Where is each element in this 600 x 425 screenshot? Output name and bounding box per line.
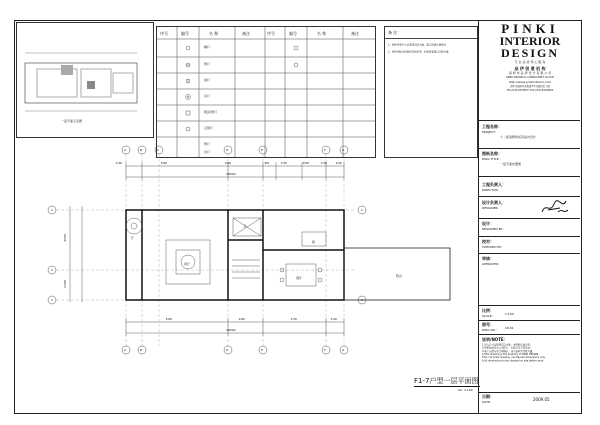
key-plan-caption: 一层平面示意图 — [61, 119, 83, 123]
dim-top: 2400 — [224, 161, 231, 165]
axis-label-bottom: B — [140, 348, 143, 352]
axis-label-bottom: D — [226, 348, 229, 352]
room-label: 客厅 — [184, 262, 191, 266]
dim-total-bottom: 18000 — [226, 328, 236, 332]
room-label: 卫 — [243, 224, 247, 228]
signoff-designer: 设计负责人： — [482, 200, 506, 205]
brand-logo-line-3: DESIGN — [500, 46, 559, 60]
legend-item: 射灯 — [204, 78, 211, 82]
project-label-en: PROJECT: — [482, 130, 496, 134]
legend-header-remark-2: 备注 — [351, 31, 359, 36]
disclaimer-line: 2.图纸版权归本公司所有，未经许可不得复制。 — [482, 346, 533, 350]
legend-header-no: 序号 — [160, 31, 168, 36]
legend-header-remark: 备注 — [242, 31, 250, 36]
project-label: 工程名称： — [482, 124, 502, 129]
project-rule — [479, 148, 580, 149]
axis-label-right: 3 — [361, 298, 363, 302]
legend-header-name-2: 名 称 — [317, 31, 327, 36]
axis-label-top: B — [140, 148, 143, 152]
dim-bottom: 5400 — [165, 317, 172, 321]
brand-org-en: PINKI DESIGN & CONSULTANT CO.LTD — [506, 75, 554, 79]
signoff-director-en: DIRECTOR: — [482, 188, 499, 192]
signoff-designer-en: DESIGNER: — [482, 206, 499, 210]
plan-walls — [126, 210, 344, 300]
axis-label-bottom: A — [124, 348, 127, 352]
legend-header-no-2: 序号 — [267, 31, 275, 36]
axis-label-left: 3 — [51, 298, 53, 302]
brand-logo-line-2: INTERIOR — [499, 34, 561, 48]
title-block-divider — [478, 20, 479, 413]
signoff-designed-by-en: DESIGNED BY: — [482, 227, 504, 231]
signoff-approved-en: APPROVED: — [482, 262, 500, 266]
drawing-title-value: 一层平面布置图 — [500, 162, 522, 166]
axis-label-left: 2 — [51, 268, 53, 272]
disclaimer-line: 6.All dimensions to be checked on site before work. — [482, 359, 545, 363]
legend-item: 筒灯 — [204, 62, 211, 66]
dim-bottom: 3700 — [290, 317, 297, 321]
legend-header-name: 名 称 — [209, 31, 219, 36]
legend-item: 帽灯 — [204, 45, 211, 49]
dim-left: 4500 — [62, 234, 67, 242]
axis-label-bottom: G — [342, 348, 345, 352]
disclaimer-line: 4.This drawing is the property of PINKI DESIGN. — [482, 352, 539, 356]
notes-line: 1、图中所有尺寸以现场实际为准，施工时请注意核对 — [388, 43, 447, 47]
room-label: 餐厅 — [296, 276, 303, 280]
axis-label-top: C — [157, 148, 160, 152]
scale-value: 1:100 — [505, 312, 514, 316]
date-label-en: DATE: — [482, 400, 491, 404]
signoff-checked-en: CHECKED BY: — [482, 245, 502, 249]
scale-label-en: SCALE: — [482, 314, 493, 318]
dim-total-top: 18000 — [226, 172, 236, 176]
drawing-title-label-en: DWG TITLE: — [482, 157, 500, 161]
key-plan-svg — [17, 23, 153, 137]
brand-phone: TEL:0755-83338577 FAX:0755-83338500 — [506, 88, 554, 92]
disclaimer-lines — [482, 343, 559, 362]
legend-item: 吸顶/壁灯 — [204, 110, 218, 114]
drawing-title-rule — [479, 176, 580, 177]
room-label: 厅 — [131, 236, 135, 240]
axis-label-top: E — [261, 148, 263, 152]
dim-bottom: 2400 — [238, 317, 245, 321]
drawing-title: F1-7户型一层平面图 — [414, 377, 479, 385]
key-plan — [16, 22, 154, 138]
dim-top: 2500 — [302, 161, 309, 165]
notes-line: 2、图中所标注的材料仅供参考，如有变更请以实物为准 — [388, 50, 449, 54]
brand-logo-line-1: PINKI — [501, 21, 559, 36]
brand-block-bottom-rule — [479, 120, 580, 121]
drawing-title-label: 图纸名称： — [482, 151, 502, 156]
legend-item: 吊灯 — [204, 94, 211, 98]
room-label: 厨 — [312, 240, 316, 244]
notes-box — [384, 26, 478, 158]
axis-label-left: 1 — [51, 208, 53, 212]
legend-item: 壁灯 — [204, 142, 211, 146]
brand-org-name: 品 伊 创 意 机 构 — [514, 66, 546, 71]
axis-label-bottom: F — [324, 348, 326, 352]
signoff-approved: 审核： — [482, 256, 494, 261]
legend-symbols — [157, 27, 375, 157]
brand-address: 深圳市福田区商报路7号天健世纪大厦 — [510, 84, 550, 88]
project-value: 十二栋别墅样板房室内设计 — [500, 135, 537, 139]
legend-item: 豆胆灯 — [204, 126, 214, 130]
date-label: 日期： — [482, 394, 494, 399]
drawing-no-value: 1P-01 — [505, 326, 514, 330]
drawing-caption — [414, 377, 480, 392]
disclaimer-line: 5.Do not scale drawing, use figured dimensions only. — [482, 355, 546, 359]
dim-top: 2100 — [335, 161, 342, 165]
legend-header-code: 编号 — [181, 31, 189, 36]
dim-top: 1700 — [280, 161, 287, 165]
brand-tagline: 专 业 品 质 用 心 服 务 — [514, 60, 546, 64]
date-value: 2009.05 — [533, 397, 550, 402]
scale-label: 比例： — [482, 308, 494, 313]
axis-label-top: D — [226, 148, 229, 152]
drawing-scale: SC: 1:100 — [458, 388, 473, 392]
brand-org-sub: 深 圳 市 品 伊 设 计 有 限 公 司 — [508, 71, 552, 75]
dim-left: 2700 — [62, 280, 67, 288]
disclaimer-line: 3.施工前请与设计师确认，如有疑问请及时沟通。 — [482, 349, 535, 353]
dim-top: 5400 — [160, 161, 167, 165]
signoff-designed-by: 设计： — [482, 221, 494, 226]
drawing-no-label: 图号： — [482, 322, 494, 327]
legend-table — [156, 26, 376, 158]
axis-label-top: G — [342, 148, 345, 152]
disclaimer-line: 1.所有尺寸以现场实际为准，本图纸仅供参考。 — [482, 343, 533, 347]
dim-top: 850 — [264, 161, 270, 165]
signoff-director: 工程负责人： — [482, 182, 506, 187]
signoff-checked: 校对： — [482, 239, 494, 244]
dimension-lines — [70, 162, 344, 336]
dim-top: 2100 — [115, 161, 122, 165]
designer-signature — [540, 198, 570, 216]
disclaimer-title: 说明/NOTE： — [482, 337, 508, 342]
dim-top: 1700 — [320, 161, 327, 165]
drawing-no-label-en: DWG NO.: — [482, 328, 498, 332]
brand-website: http://www.pinkiinterior.com — [508, 80, 552, 84]
brand-logo — [482, 22, 578, 92]
axis-label-top: F — [324, 148, 326, 152]
axis-label-top: A — [124, 148, 127, 152]
legend-header-code-2: 编号 — [289, 31, 297, 36]
floor-plan — [16, 140, 476, 370]
dim-bottom: 2100 — [330, 317, 337, 321]
room-label: 阳台 — [396, 274, 403, 278]
notes-header: 备 注： — [388, 30, 402, 35]
legend-item: 台灯 — [204, 150, 211, 154]
axis-label-right: 1 — [361, 208, 363, 212]
axis-label-bottom: E — [261, 348, 263, 352]
